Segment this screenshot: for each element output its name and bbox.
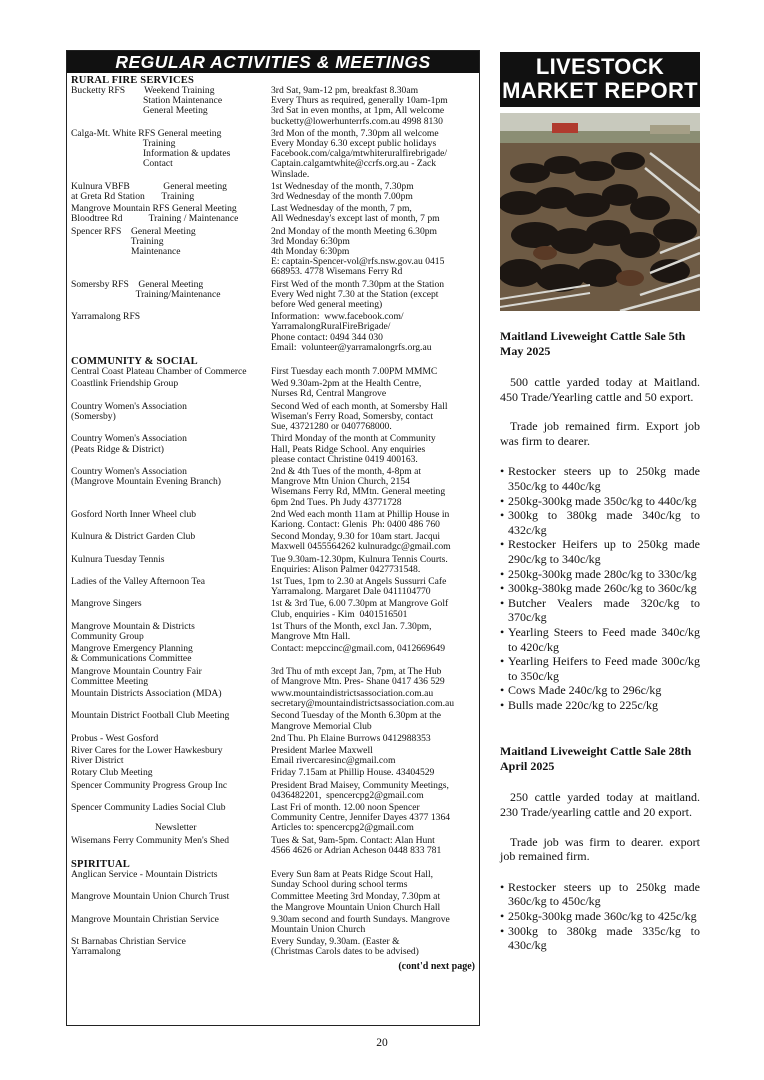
activity-name: Kulnura VBFB General meeting at Greta Rd Station Training — [71, 180, 227, 203]
activity-name: Mangrove Mountain Christian Service — [71, 913, 219, 925]
activity-details: President Marlee Maxwell Email rivercaresinc@gmail.com — [271, 744, 396, 767]
sale-report-2 — [500, 744, 700, 952]
price-bullet: • 300kg to 380kg made 335c/kg to 430c/kg — [500, 924, 700, 953]
activity-row — [71, 204, 475, 224]
activity-details: Committee Meeting 3rd Monday, 7.30pm at the Mangrove Mountain Union Church Hall — [271, 891, 441, 913]
activity-name: Country Women's Association (Mangrove Mountain Evening Branch) — [71, 465, 221, 488]
sale-2-paragraph-1: 250 cattle yarded today at maitland. 230 Trade/yearling cattle and 20 export. — [500, 790, 700, 820]
activity-name: Mountain Districts Association (MDA) — [71, 687, 222, 699]
sale-2-paragraph-2: Trade job was firm to dearer. export job remained firm. — [500, 834, 700, 864]
activity-name: Mangrove Mountain RFS General Meeting Bloodtree Rd Training / Maintenance — [71, 203, 239, 225]
activity-name: Kulnura Tuesday Tennis — [71, 553, 165, 565]
sale-report-1 — [500, 329, 700, 712]
activity-row — [71, 937, 475, 957]
activity-details: 1st & 3rd Tue, 6.00 7.30pm at Mangrove Golf Club, enquiries - Kim 0401516501 — [271, 598, 449, 620]
price-bullet: • 250kg-300kg made 350c/kg to 440c/kg — [500, 494, 700, 509]
page-number: 20 — [376, 1037, 388, 1049]
sale-1-title: Maitland Liveweight Cattle Sale 5th May 2025 — [500, 329, 686, 358]
activity-row — [71, 781, 475, 801]
activity-row — [71, 599, 475, 619]
activity-name: Spencer RFS General Meeting Training Maintenance — [71, 225, 196, 258]
regular-activities-box — [66, 50, 480, 1026]
regular-activities-header: REGULAR ACTIVITIES & MEETINGS — [67, 51, 479, 73]
sale-1-paragraph-1: 500 cattle yarded today at Maitland. 450 Trade/Yearling cattle and 50 export. — [500, 375, 700, 404]
sale-2-title: Maitland Liveweight Cattle Sale 28th April 2025 — [500, 744, 692, 774]
activity-row — [71, 467, 475, 508]
activity-row — [71, 644, 475, 664]
activity-row — [71, 734, 475, 744]
activity-details: Contact: mepccinc@gmail.com, 0412669649 — [271, 643, 446, 655]
activity-row — [71, 577, 475, 597]
continued-note: (cont'd next page) — [398, 960, 475, 972]
price-bullet: • Restocker Heifers up to 250kg made 290c/kg to 340c/kg — [500, 537, 700, 566]
activity-name: Probus - West Gosford — [71, 732, 159, 744]
activity-name: Bucketty RFS Weekend Training Station Maintenance General Meeting — [71, 85, 223, 117]
price-bullet: • 250kg-300kg made 280c/kg to 330c/kg — [500, 567, 700, 582]
activity-name: Wisemans Ferry Community Men's Shed — [71, 834, 230, 846]
activity-row — [71, 434, 475, 465]
activity-details: 2nd & 4th Tues of the month, 4-8pm at Mangrove Mtn Union Church, 2154 Wisemans Ferry Rd, MMtn. General meeting 6pm 2nd Tues. Ph Judy 43771728 — [271, 465, 446, 508]
activity-row — [71, 870, 475, 890]
activity-details: Last Wednesday of the month, 7 pm, All Wednesday's except last of month, 7 pm — [271, 203, 440, 225]
activity-details: 2nd Thu. Ph Elaine Burrows 0412988353 — [271, 732, 431, 744]
activity-name: Ladies of the Valley Afternoon Tea — [71, 575, 206, 587]
sale-2-price-list — [500, 880, 700, 953]
sale-1-paragraph-2: Trade job remained firm. Export job was firm to dearer. — [500, 419, 700, 448]
activity-details: Every Sun 8am at Peats Ridge Scout Hall, Sunday School during school terms — [271, 869, 434, 891]
activity-row — [71, 836, 475, 856]
activity-name: Mangrove Mountain & Districts Community Group — [71, 620, 195, 642]
activity-name: Spencer Community Progress Group Inc — [71, 779, 228, 791]
price-bullet: • Bulls made 220c/kg to 225c/kg — [500, 698, 700, 713]
activity-name: Calga-Mt. White RFS General meeting Training Information & updates Contact — [71, 127, 231, 170]
activity-name: River Cares for the Lower Hawkesbury River District — [71, 744, 223, 767]
activity-details: 1st Wednesday of the month, 7.30pm 3rd Wednesday of the month 7.00pm — [271, 180, 414, 203]
activity-row — [71, 915, 475, 935]
activity-name: Mangrove Mountain Country Fair Committee Meeting — [71, 665, 202, 687]
activity-name: Country Women's Association (Somersby) — [71, 400, 187, 422]
activity-row — [71, 510, 475, 530]
activity-row — [71, 402, 475, 433]
activity-name: Coastlink Friendship Group — [71, 378, 179, 390]
activity-row — [71, 555, 475, 575]
livestock-title-text: LIVESTOCK MARKET REPORT — [502, 54, 698, 103]
activity-row — [71, 379, 475, 399]
activity-name: Yarramalong RFS — [71, 311, 141, 323]
activity-details: Friday 7.15am at Phillip House. 43404529 — [271, 767, 435, 779]
activity-details: 3rd Sat, 9am-12 pm, breakfast 8.30am Every Thurs as required, generally 10am-1pm 3rd Sat in even months, at 1pm, All welcome bucketty@lowerhunterrfs.com.au 4998 8130 — [271, 85, 448, 127]
activity-details: 2nd Wed each month 11am at Phillip House in Kariong. Contact: Glenis Ph: 0400 486 760 — [271, 508, 450, 530]
activity-name: Mangrove Emergency Planning & Communications Committee — [71, 643, 193, 665]
activity-row — [71, 622, 475, 642]
price-bullet: • Cows Made 240c/kg to 296c/kg — [500, 683, 700, 698]
activity-row — [71, 129, 475, 180]
activity-name: Kulnura & District Garden Club — [71, 531, 196, 543]
activity-name: Rotary Club Meeting — [71, 767, 153, 779]
activity-row — [71, 667, 475, 687]
price-bullet: • Restocker steers up to 250kg made 350c/kg to 440c/kg — [500, 464, 700, 493]
section-heading: SPIRITUAL — [71, 859, 130, 871]
livestock-column — [500, 52, 700, 953]
activity-details: President Brad Maisey, Community Meetings, 0436482201, spencercpg2@gmail.com — [271, 779, 449, 801]
price-bullet: • Butcher Vealers made 320c/kg to 370c/kg — [500, 596, 700, 625]
activity-details: 3rd Thu of mth except Jan, 7pm, at The Hub of Mangrove Mtn. Pres- Shane 0417 436 529 — [271, 665, 445, 687]
activity-row — [71, 312, 475, 353]
activity-row — [71, 86, 475, 127]
activity-row — [71, 182, 475, 202]
activity-details: Second Tuesday of the Month 6.30pm at the Mangrove Memorial Club — [271, 710, 442, 732]
activity-row — [71, 227, 475, 278]
activity-name: Anglican Service - Mountain Districts — [71, 869, 218, 881]
activities-list — [67, 73, 479, 958]
activity-details: 2nd Monday of the month Meeting 6.30pm 3rd Monday 6:30pm 4th Monday 6:30pm E: captain-Spencer-vol@rfs.nsw.gov.au 0415 668953. 4778 Wisemans Ferry Rd — [271, 225, 445, 278]
price-bullet: • 300kg to 380kg made 340c/kg to 432c/kg — [500, 508, 700, 537]
activity-details: 1st Thurs of the Month, excl Jan. 7.30pm, Mangrove Mtn Hall. — [271, 620, 432, 642]
price-bullet: • 300kg-380kg made 260c/kg to 360c/kg — [500, 581, 700, 596]
cattle-yard-photo — [500, 113, 700, 311]
activity-row — [71, 689, 475, 709]
price-bullet: • 250kg-300kg made 360c/kg to 425c/kg — [500, 909, 700, 924]
sale-1-price-list — [500, 464, 700, 712]
activity-row — [71, 892, 475, 912]
activity-details: www.mountaindistrictsassociation.com.au secretary@mountaindistrictsassociation.com.au — [271, 687, 455, 710]
activity-details: Second Wed of each month, at Somersby Hall Wiseman's Ferry Road, Somersby, contact Sue, 43721280 or 0407768000. — [271, 400, 448, 433]
activity-name: Somersby RFS General Meeting Training/Maintenance — [71, 278, 221, 300]
activity-details: 1st Tues, 1pm to 2.30 at Angels Sussurri Cafe Yarramalong. Margaret Dale 0411104770 — [271, 575, 447, 598]
activity-details: 3rd Mon of the month, 7.30pm all welcome Every Monday 6.30 except public holidays Facebook.com/calga/mtwhiteruralfirebrigade/ Captain.calgamtwhite@ccrfs.org.au - Zack Winslade. — [271, 127, 448, 180]
price-bullet: • Yearling Steers to Feed made 340c/kg to 420c/kg — [500, 625, 700, 654]
activity-name: St Barnabas Christian Service Yarramalong — [71, 936, 186, 958]
section-heading: COMMUNITY & SOCIAL — [71, 356, 198, 368]
activity-name: Mangrove Singers — [71, 598, 142, 610]
activity-name: Mangrove Mountain Union Church Trust — [71, 891, 230, 903]
price-bullet: • Restocker steers up to 250kg made 360c/kg to 450c/kg — [500, 880, 700, 909]
price-bullet: • Yearling Heifers to Feed made 300c/kg to 350c/kg — [500, 654, 700, 683]
activity-details: Tue 9.30am-12.30pm, Kulnura Tennis Courts. Enquiries: Alison Palmer 0427731548. — [271, 553, 448, 575]
activity-name: Spencer Community Ladies Social Club Newsletter — [71, 802, 226, 834]
activity-row — [71, 746, 475, 766]
activity-details: First Tuesday each month 7.00PM MMMC — [271, 366, 438, 378]
section-heading: RURAL FIRE SERVICES — [71, 75, 195, 86]
activity-details: Wed 9.30am-2pm at the Health Centre, Nurses Rd, Central Mangrove — [271, 378, 422, 400]
activity-details: Third Monday of the month at Community Hall, Peats Ridge School. Any enquiries please contact Christine 0419 400163. — [271, 433, 436, 465]
activity-details: Second Monday, 9.30 for 10am start. Jacqui Maxwell 0455564262 kulnuradgc@gmail.com — [271, 531, 451, 553]
activity-details: Information: www.facebook.com/ YarramalongRuralFireBrigade/ Phone contact: 0494 344 030 Email: volunteer@yarramalongrfs.org.au — [271, 311, 432, 353]
activity-row — [71, 803, 475, 834]
activity-name: Gosford North Inner Wheel club — [71, 508, 197, 520]
activity-row — [71, 768, 475, 778]
activity-details: Every Sunday, 9.30am. (Easter & (Christmas Carols dates to be advised) — [271, 936, 419, 958]
activity-row — [71, 711, 475, 731]
activity-row — [71, 367, 475, 377]
activity-name: Country Women's Association (Peats Ridge & District) — [71, 433, 187, 455]
activity-name: Central Coast Plateau Chamber of Commerce — [71, 366, 247, 378]
activity-details: Last Fri of month. 12.00 noon Spencer Community Centre, Jennifer Dayes 4377 1364 Articles to: spencercpg2@gmail.com — [271, 802, 451, 834]
activity-name: Mountain District Football Club Meeting — [71, 710, 230, 722]
activity-details: Tues & Sat, 9am-5pm. Contact: Alan Hunt 4566 4626 or Adrian Acheson 0448 833 781 — [271, 834, 442, 856]
livestock-title — [500, 52, 700, 107]
activity-details: 9.30am second and fourth Sundays. Mangrove Mountain Union Church — [271, 913, 450, 936]
activity-row — [71, 280, 475, 311]
activity-row — [71, 532, 475, 552]
activity-details: First Wed of the month 7.30pm at the Station Every Wed night 7.30 at the Station (except before Wed general meeting) — [271, 278, 445, 311]
